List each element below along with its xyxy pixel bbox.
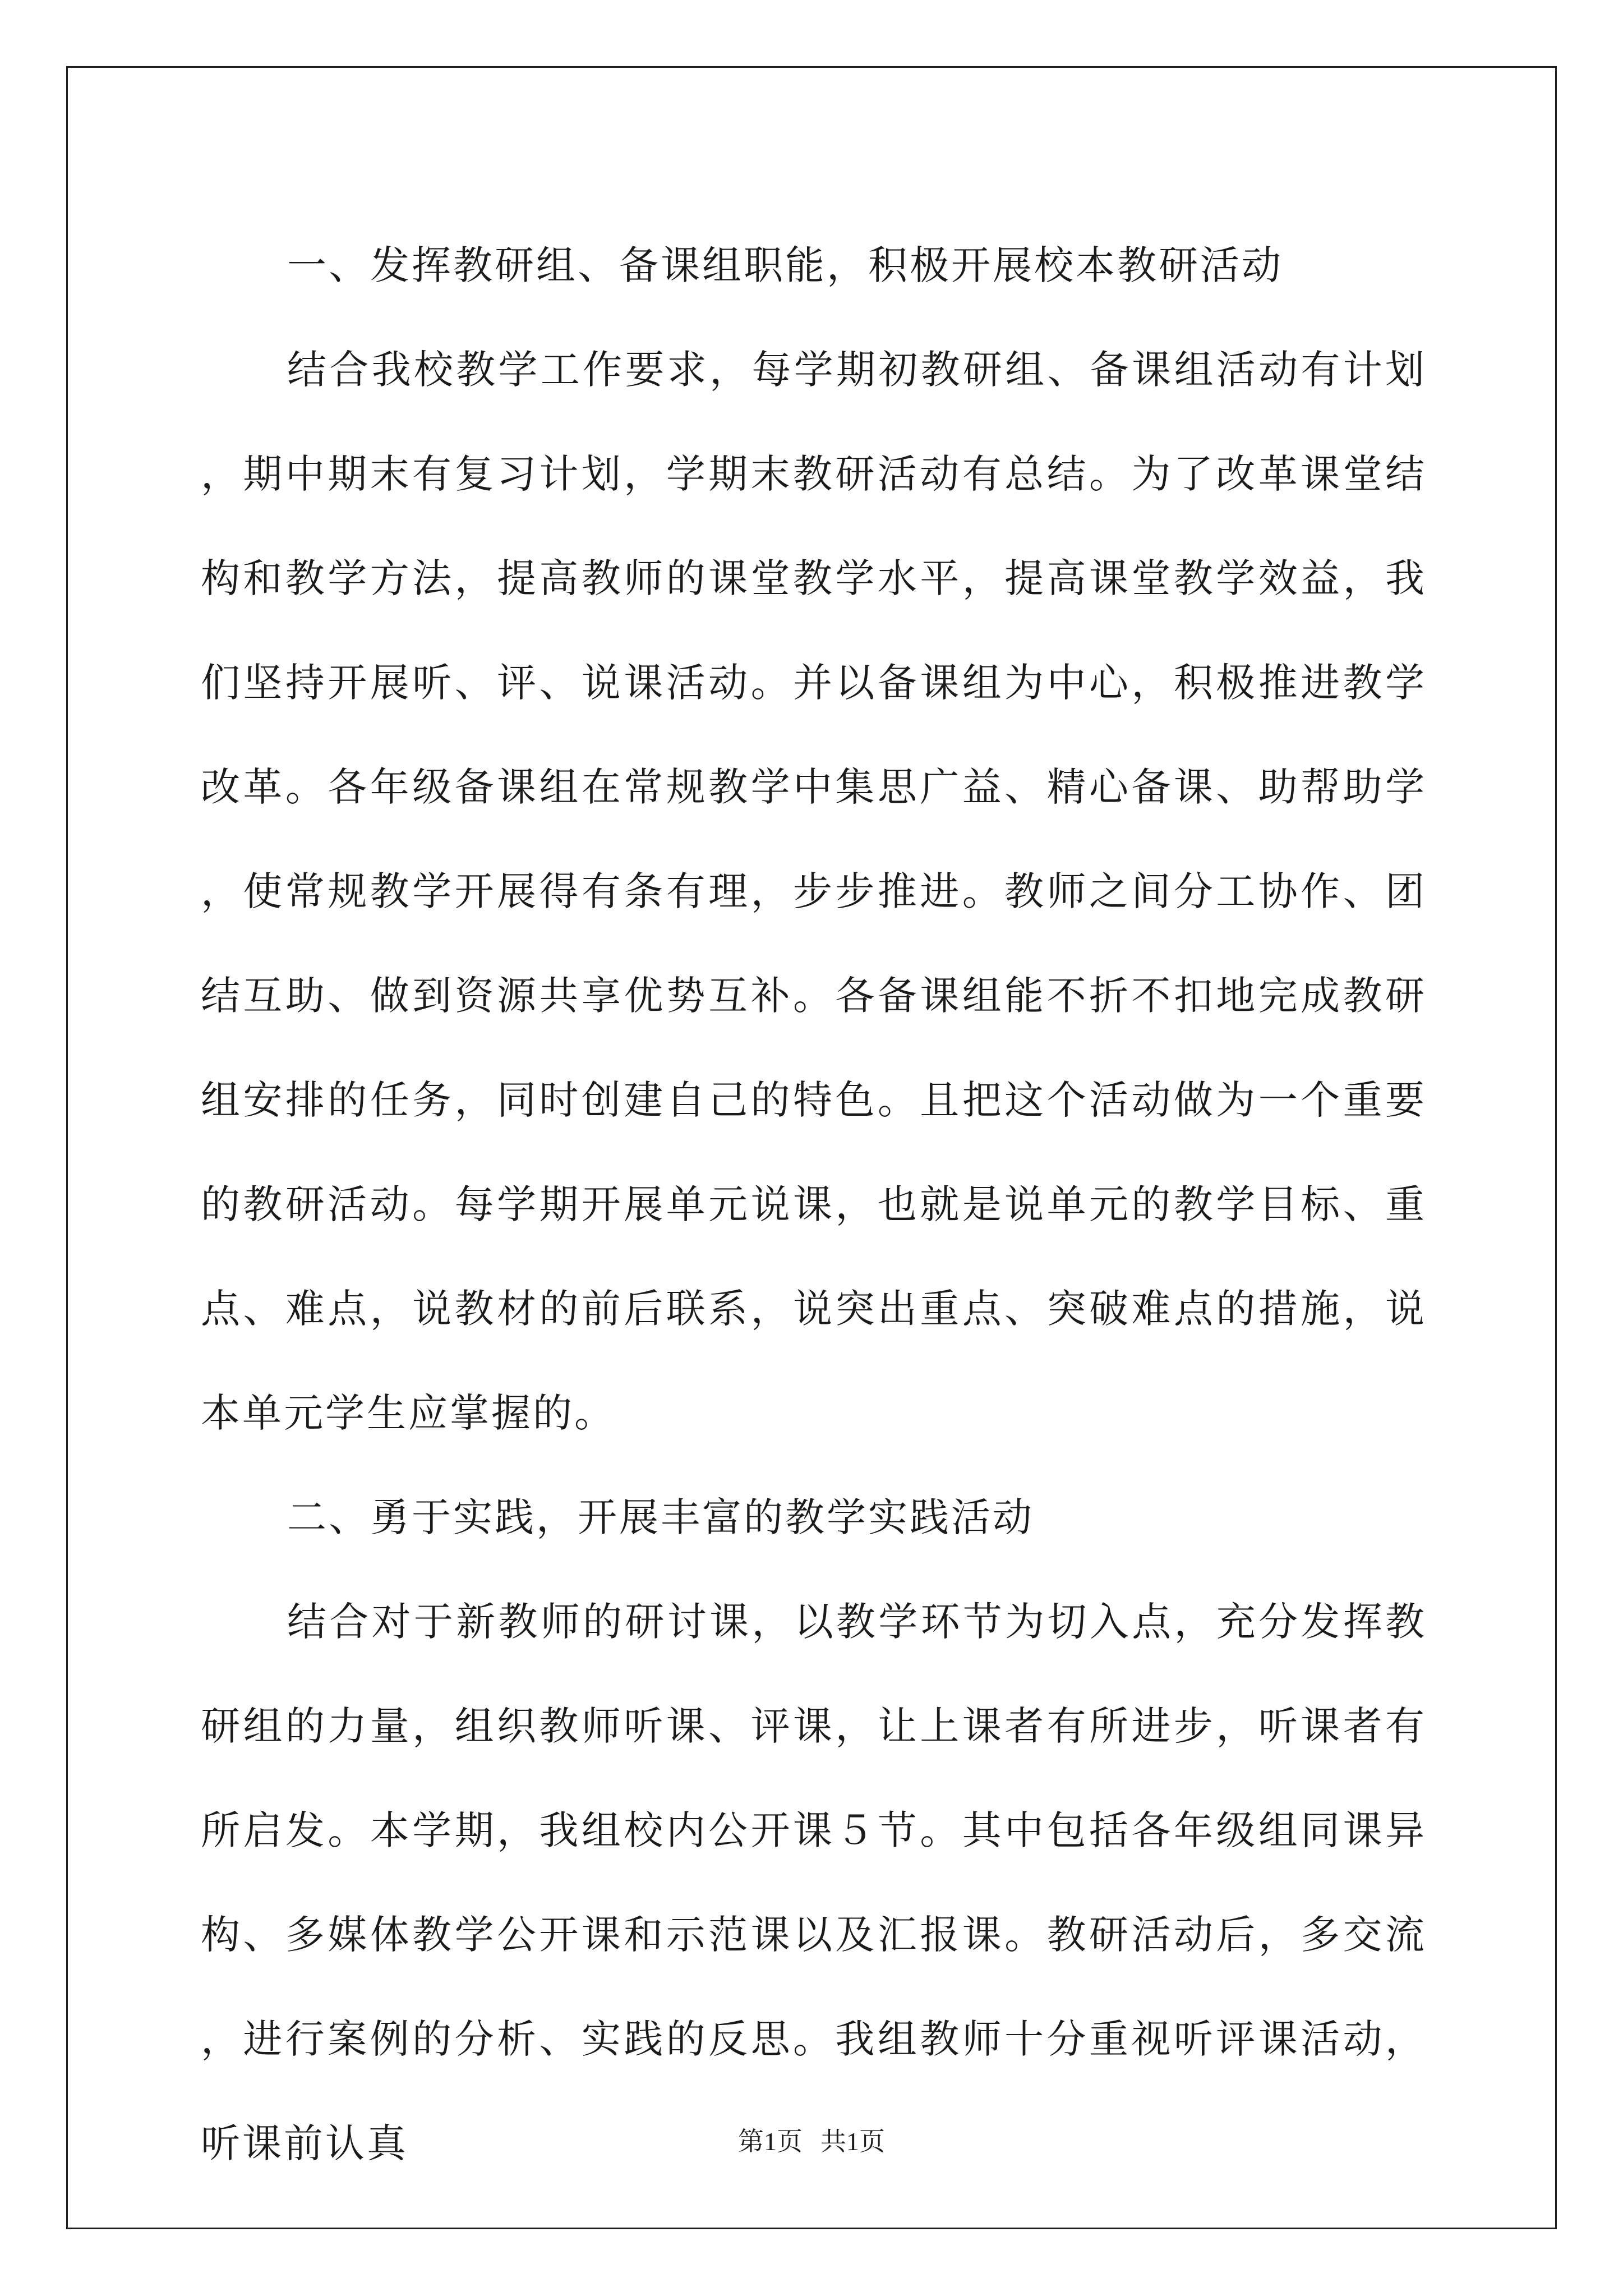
page-footer xyxy=(0,2125,1623,2159)
section-heading-2: 二、勇于实践，开展丰富的教学实践活动 xyxy=(287,1494,1034,1540)
page-number-total: 共1页 xyxy=(820,2127,885,2156)
page-number-current: 第1页 xyxy=(738,2127,803,2156)
document-body xyxy=(201,213,1427,2196)
body-paragraph-1: 结合我校教学工作要求，每学期初教研组、备课组活动有计划，期中期末有复习计划，学期末教研活动有总结。为了改革课堂结构和教学方法，提高教师的课堂教学水平，提高课堂教学效益，我们坚持开展听、评、说课活动。并以备课组为中心，积极推进教学改革。各年级备课组在常规教学中集思广益、精心备课、助帮助学，使常规教学开展得有条有理，步步推进。教师之间分工协作、团结互助、做到资源共享优势互补。各备课组能不折不扣地完成教研组安排的任务，同时创建自己的特色。且把这个活动做为一个重要的教研活动。每学期开展单元说课，也就是说单元的教学目标、重点、难点，说教材的前后联系，说突出重点、突破难点的措施，说本单元学生应掌握的。 xyxy=(201,347,1427,1436)
body-paragraph-2: 结合对于新教师的研讨课，以教学环节为切入点，充分发挥教研组的力量，组织教师听课、评课，让上课者有所进步，听课者有所启发。本学期，我组校内公开课５节。其中包括各年级组同课异构、多媒体教学公开课和示范课以及汇报课。教研活动后，多交流，进行案例的分析、实践的反思。我组教师十分重视听评课活动，听课前认真 xyxy=(201,1599,1427,2166)
section-heading-1: 一、发挥教研组、备课组职能，积极开展校本教研活动 xyxy=(287,242,1283,288)
